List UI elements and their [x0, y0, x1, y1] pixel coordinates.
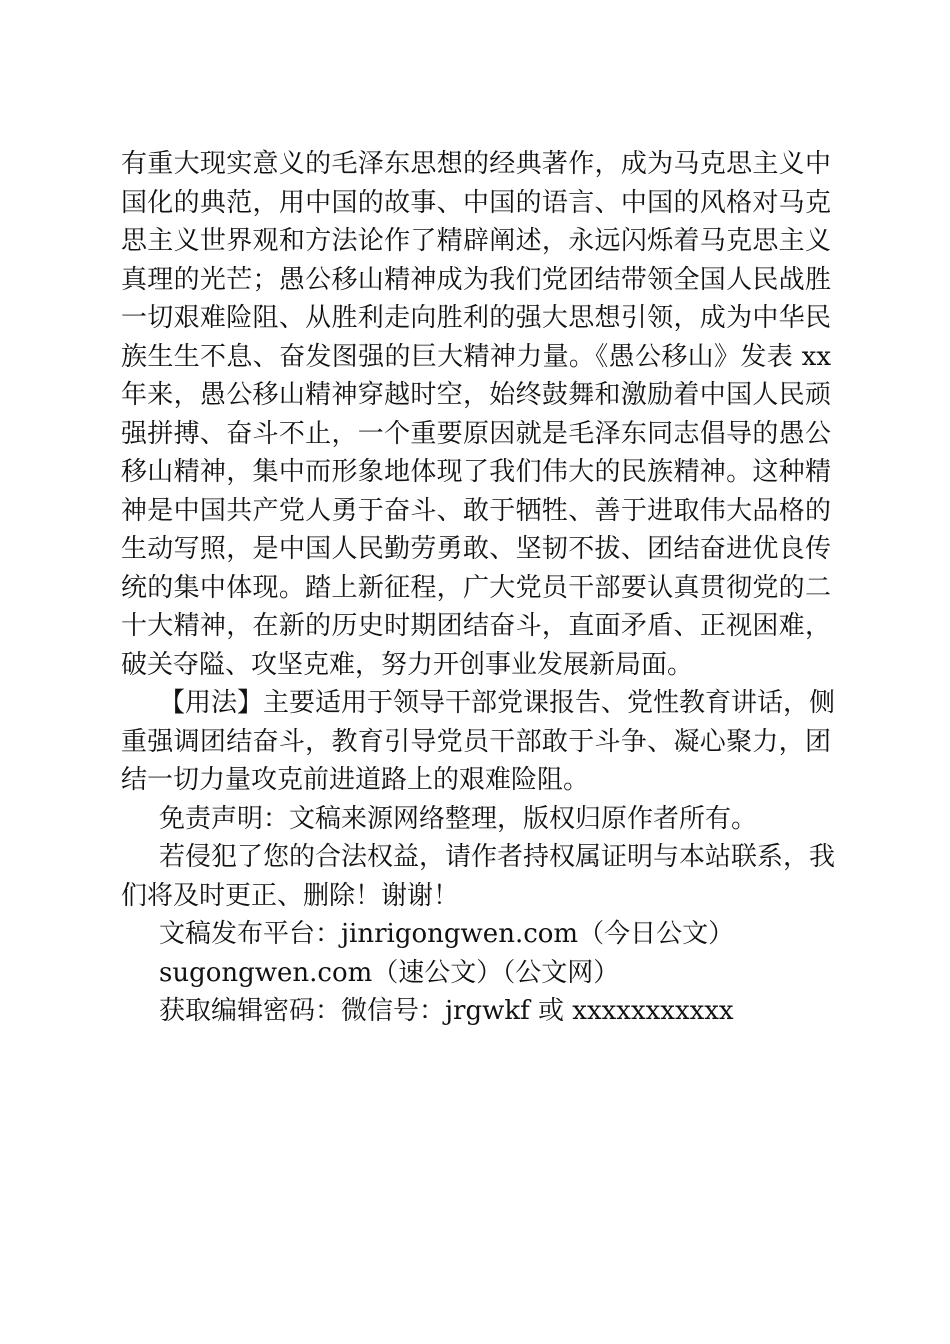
- text-line: 若侵犯了您的合法权益，请作者持权属证明与本站联系，我: [159, 842, 836, 872]
- platform-paragraph: [121, 915, 831, 992]
- usage-paragraph: [121, 684, 836, 800]
- text-line: 重强调团结奋斗，教育引导党员干部敢于斗争、凝心聚力，团: [121, 726, 831, 757]
- text-line: 【用法】主要适用于领导干部党课报告、党性教育讲话，侧: [159, 688, 836, 718]
- text-line: 一切艰难险阻、从胜利走向胜利的强大思想引领，成为中华民: [121, 303, 831, 333]
- disclaimer-paragraph: [121, 800, 831, 839]
- password-line: 获取编辑密码：微信号：jrgwkf 或 xxxxxxxxxxx: [159, 996, 734, 1026]
- password-paragraph: [121, 992, 831, 1031]
- text-line: 国化的典范，用中国的故事、中国的语言、中国的风格对马克: [121, 187, 831, 218]
- text-line: 移山精神，集中而形象地体现了我们伟大的民族精神。这种精: [121, 457, 831, 487]
- infringement-paragraph: [121, 838, 836, 915]
- platform-line: sugongwen.com（速公文）（公文网）: [159, 957, 620, 988]
- text-line: 们将及时更正、删除！谢谢！: [121, 880, 460, 911]
- text-line: 结一切力量攻克前进道路上的艰难险阻。: [121, 765, 590, 795]
- platform-line: 文稿发布平台：jinrigongwen.com（今日公文）: [159, 919, 735, 949]
- disclaimer-text: 免责声明：文稿来源网络整理，版权归原作者所有。: [159, 803, 758, 834]
- text-line: 思主义世界观和方法论作了精辟阐述，永远闪烁着马克思主义: [121, 226, 831, 256]
- text-line: 年来，愚公移山精神穿越时空，始终鼓舞和激励着中国人民顽: [121, 380, 831, 410]
- text-line: 破关夺隘、攻坚克难，努力开创事业发展新局面。: [121, 649, 694, 680]
- text-line: 真理的光芒；愚公移山精神成为我们党团结带领全国人民战胜: [121, 264, 831, 295]
- text-line: 强拼搏、奋斗不止，一个重要原因就是毛泽东同志倡导的愚公: [121, 418, 831, 449]
- text-line: 生动写照，是中国人民勤劳勇敢、坚韧不拔、团结奋进优良传: [121, 534, 831, 564]
- text-line: 十大精神，在新的历史时期团结奋斗，直面矛盾、正视困难，: [121, 611, 831, 641]
- text-line: 族生生不息、奋发图强的巨大精神力量。《愚公移山》发表 xx: [121, 341, 831, 372]
- text-line: 统的集中体现。踏上新征程，广大党员干部要认真贯彻党的二: [121, 572, 831, 603]
- text-line: 有重大现实意义的毛泽东思想的经典著作，成为马克思主义中: [121, 149, 831, 179]
- main-paragraph: [121, 145, 831, 684]
- text-line: 神是中国共产党人勇于奋斗、敢于牺牲、善于进取伟大品格的: [121, 495, 831, 526]
- document-body: [121, 145, 836, 1031]
